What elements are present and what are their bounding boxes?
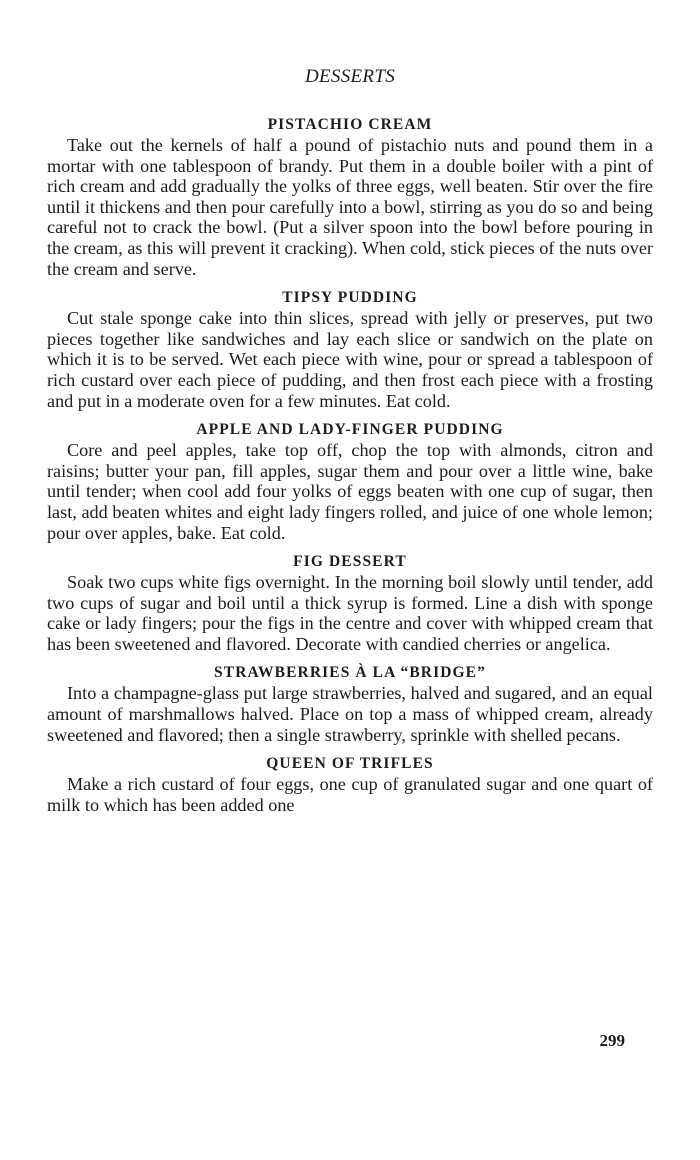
recipe-body: Take out the kernels of half a pound of pistachio nuts and pound them in a mortar with one tablespoon of brandy. Put them in a double boiler with a pint of rich cream and add gradually the yolks of three eggs, well beaten. Stir over the fire until it thickens and then pour carefully into a bowl, stirring as you do so and being careful not to crack the bowl. (Put a silver spoon into the bowl before pouring in the cream, as this will prevent it cracking). When cold, stick pieces of the nuts over the cream and serve. (47, 135, 653, 279)
recipe-body: Core and peel apples, take top off, chop the top with almonds, citron and raisins; butter your pan, fill apples, sugar them and pour over a little wine, bake until tender; when cool add four yolks of eggs beaten with one cup of sugar, then last, add beaten whites and eight lady fingers rolled, and juice of one whole lemon; pour over apples, bake. Eat cold. (47, 440, 653, 543)
recipe-title: TIPSY PUDDING (282, 289, 418, 307)
recipe-title: FIG DESSERT (293, 553, 407, 571)
recipe-apple-lady-finger-pudding (47, 419, 653, 543)
recipe-title: STRAWBERRIES À LA “BRIDGE” (214, 664, 486, 682)
recipe-title: QUEEN OF TRIFLES (266, 755, 434, 773)
recipe-body: Cut stale sponge cake into thin slices, spread with jelly or preserves, put two pieces together like sandwiches and lay each slice or sandwich on the plate on which it is to be served. Wet each piece with wine, pour or spread a tablespoon of rich custard over each piece of pudding, and then frost each piece with a frosting and put in a moderate oven for a few minutes. Eat cold. (47, 308, 653, 411)
recipe-tipsy-pudding (47, 287, 653, 411)
recipe-title: APPLE AND LADY-FINGER PUDDING (196, 421, 504, 439)
recipe-queen-of-trifles (47, 753, 653, 815)
recipe-column (47, 114, 653, 823)
recipe-strawberries-a-la-bridge (47, 662, 653, 745)
recipe-title: PISTACHIO CREAM (267, 116, 433, 133)
recipe-body: Soak two cups white figs overnight. In the morning boil slowly until tender, add two cups of sugar and boil until a thick syrup is formed. Line a dish with sponge cake or lady fingers; pour the figs in the centre and cover with whipped cream that has been sweetened and flavored. Decorate with candied cherries or angelica. (47, 572, 653, 654)
recipe-body: Make a rich custard of four eggs, one cup of granulated sugar and one quart of milk to which has been added one (47, 774, 653, 815)
recipe-body: Into a champagne-glass put large strawberries, halved and sugared, and an equal amount of marshmallows halved. Place on top a mass of whipped cream, already sweetened and flavored; then a single strawberry, sprinkle with shelled pecans. (47, 683, 653, 745)
recipe-fig-dessert (47, 551, 653, 654)
running-head: DESSERTS (304, 66, 395, 87)
page-number: 299 (599, 1031, 625, 1050)
recipe-pistachio-cream (47, 114, 653, 279)
